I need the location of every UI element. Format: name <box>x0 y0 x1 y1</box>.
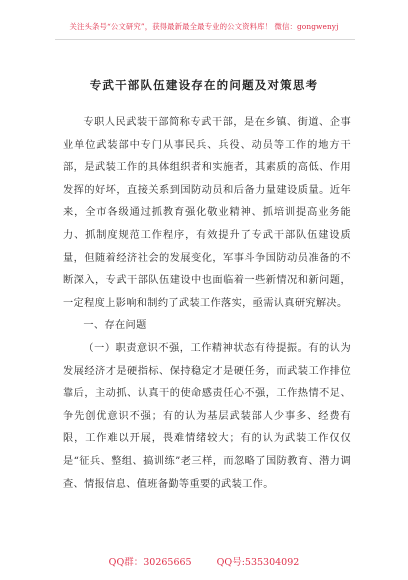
document-title: 专武干部队伍建设存在的问题及对策思考 <box>89 78 319 92</box>
section-heading: 一、存在问题 <box>83 320 147 332</box>
intro-paragraph: 专职人民武装干部简称专武干部，是在乡镇、街道、企事业单位武装部中专门从事民兵、兵役、动员等工作的地方干部，是武装工作的具体组织者和实施者，其素质的高低、作用发挥的好坏，直接关系到国防动员和后备力量建设质量。近年来，全市各级通过抓教育强化敬业精神、抓培训提高业务能力、抓制度规范工作程序，有效提升了专武干部队伍建设质量，但随着经济社会的发展变化，军事斗争国防动员准备的不断深入，专武干部队伍建设中也面临着一些新情况和新问题，一定程度上影响和制约了武装工作落实，亟需认真研究解决。 <box>63 117 351 309</box>
document-body <box>63 112 351 496</box>
footer-qq-number: QQ号:535304092 <box>216 557 300 568</box>
header-notice: 关注头条号“公文研究”，获得最新最全最专业的公文资料库！ 微信：gongwenyj <box>69 22 339 31</box>
footer-contact <box>0 554 408 568</box>
footer-qq-group: QQ群：30265665 <box>108 557 192 568</box>
header-divider <box>55 39 355 40</box>
subsection-paragraph: （一）职责意识不强，工作精神状态有待提振。有的认为发展经济才是硬指标、保持稳定才是硬任务，而武装工作排位靠后，主动抓、认真干的使命感责任心不强，工作热情不足、争先创优意识不强；有的认为基层武装部人少事多、经费有限，工作难以开展，畏难情绪较大；有的认为武装工作仅仅是“征兵、整组、搞训练”老三样，而忽略了国防教育、潜力调查、情报信息、值班备勤等重要的武装工作。 <box>63 342 351 490</box>
